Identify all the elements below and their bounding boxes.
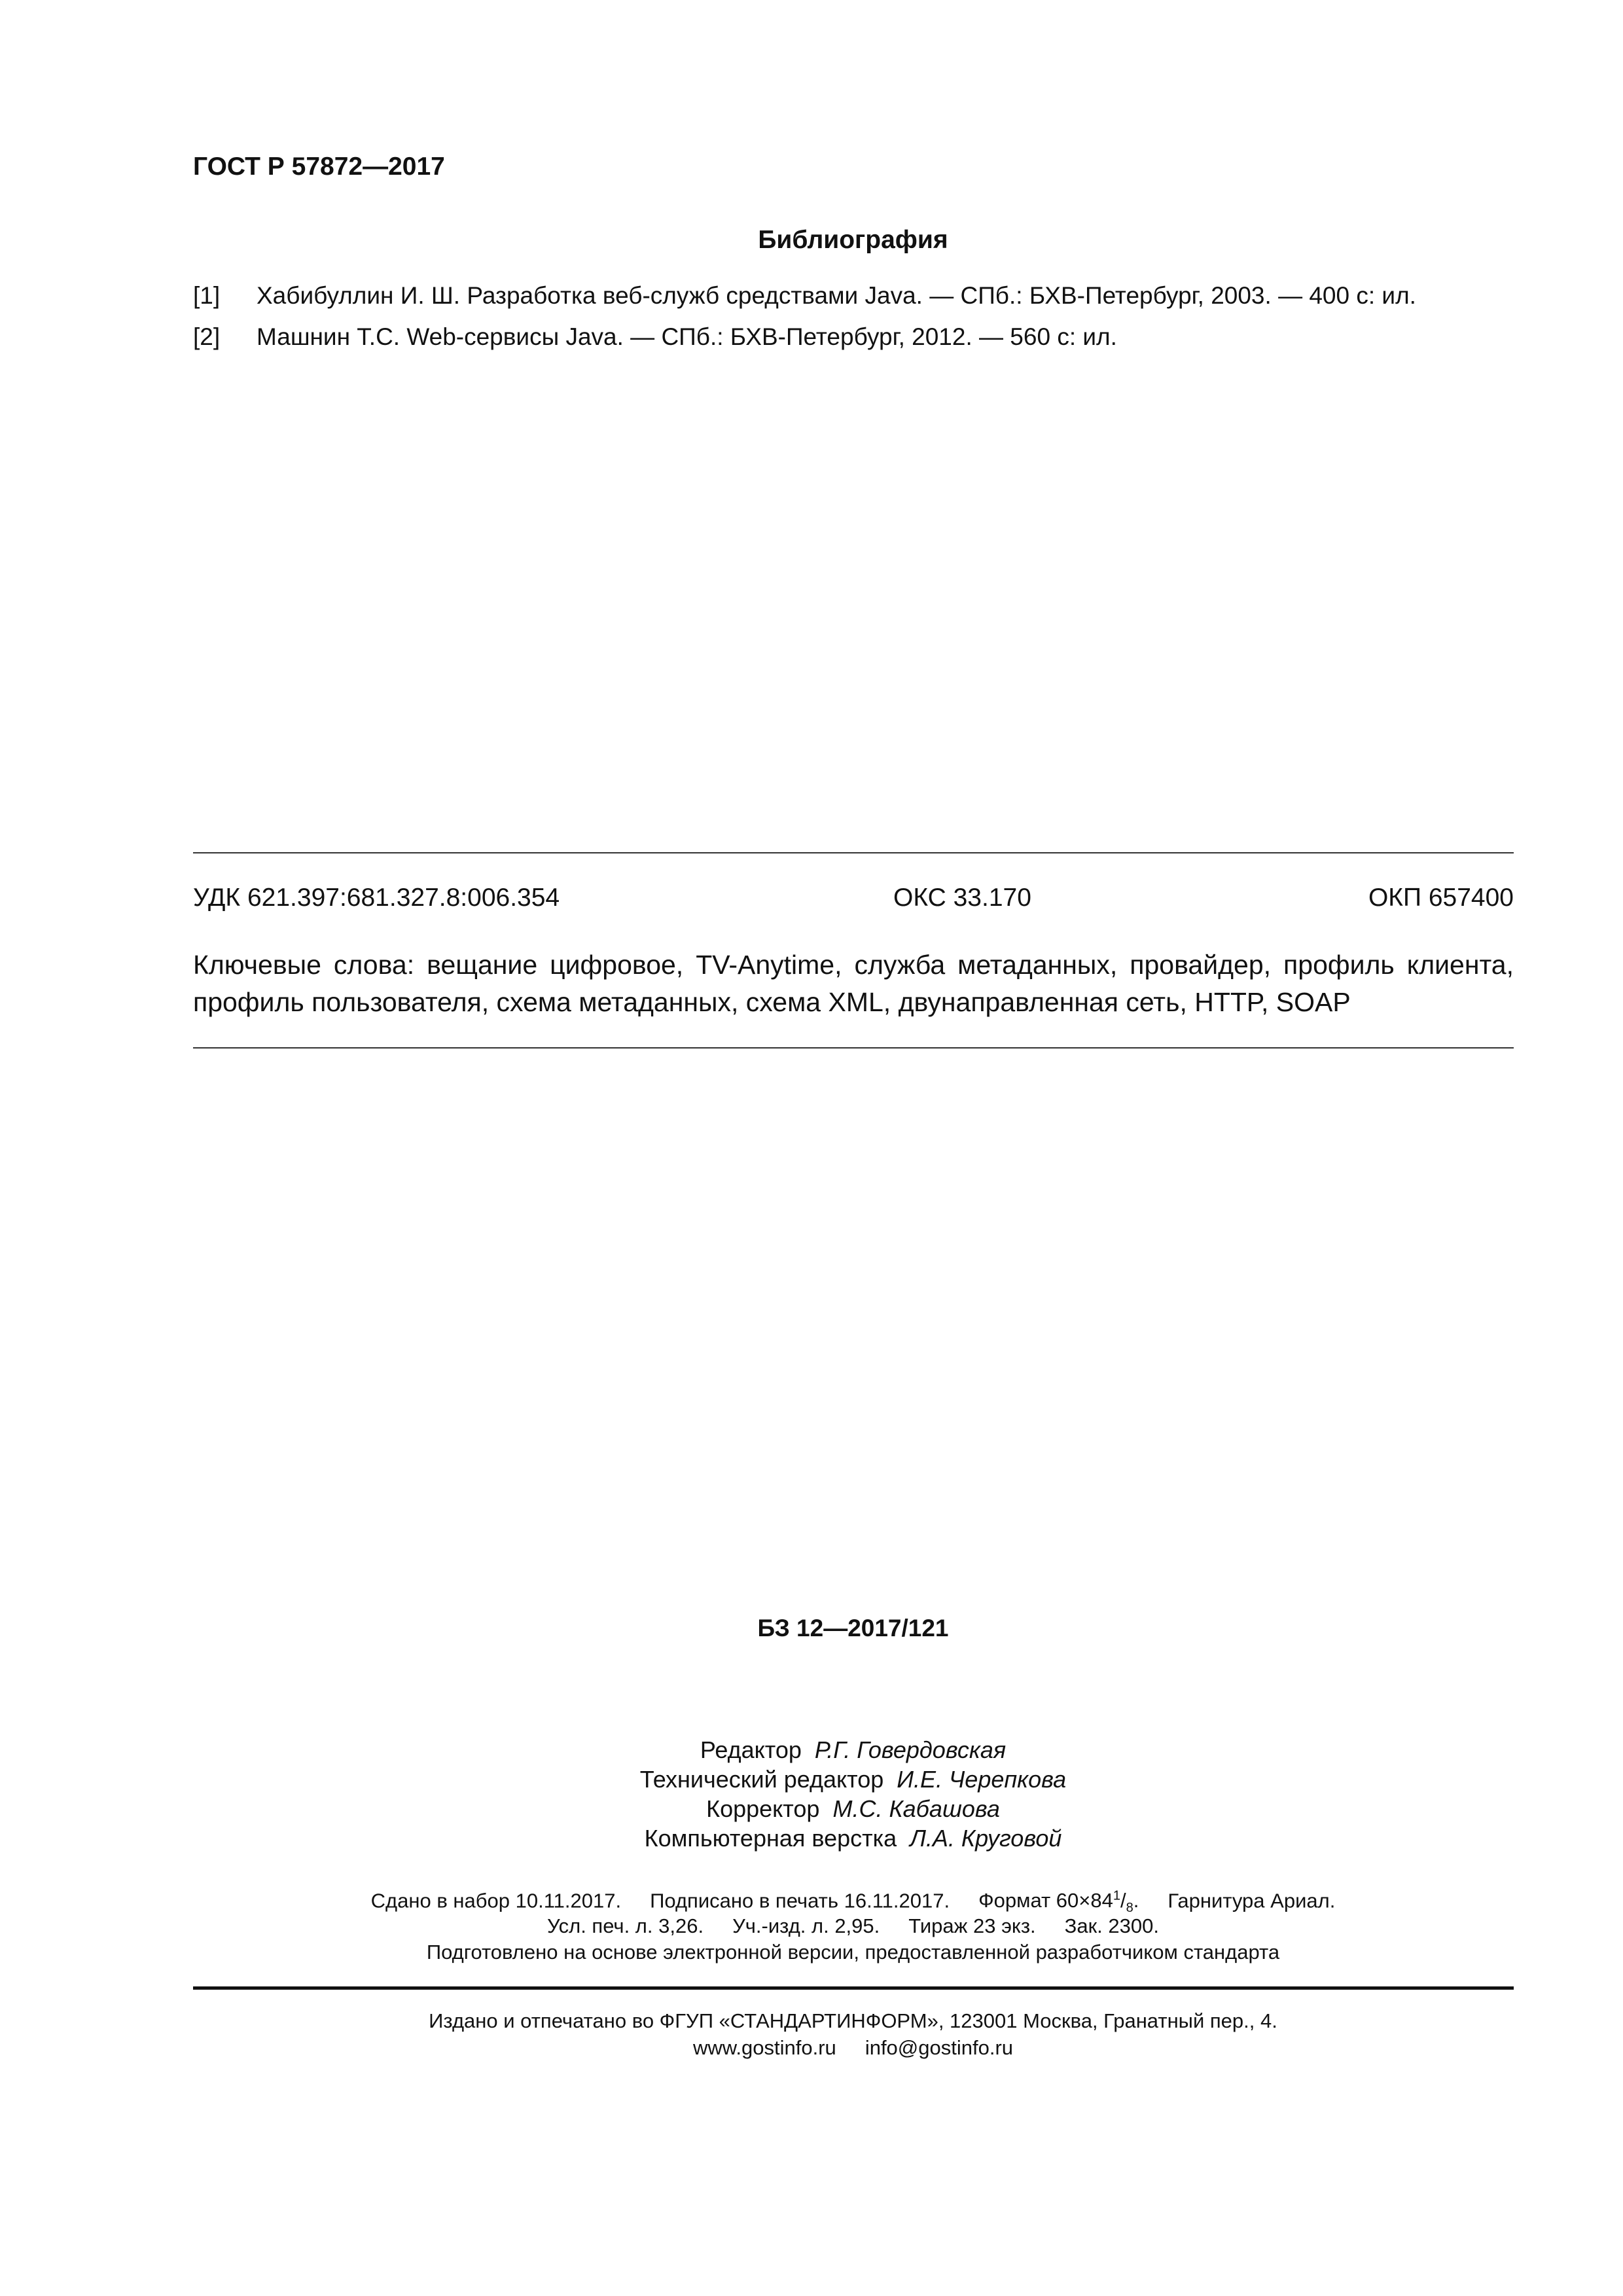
staff-name: Л.А. Круговой	[910, 1825, 1062, 1852]
bibliography-item-number: [2]	[193, 323, 221, 350]
staff-role: Технический редактор	[639, 1766, 884, 1793]
okp-code: ОКП 657400	[1368, 884, 1514, 912]
bibliography-item	[193, 282, 1416, 310]
imprint-divider	[193, 1986, 1514, 1990]
imprint-line-1	[0, 1889, 1623, 1916]
staff-role: Корректор	[706, 1795, 820, 1822]
staff-name: М.С. Кабашова	[832, 1795, 1000, 1822]
staff-line	[0, 1825, 1623, 1852]
staff-line	[0, 1736, 1623, 1764]
bibliography-item	[193, 323, 1117, 351]
publisher-sheets: Уч.-изд. л. 2,95.	[732, 1914, 880, 1937]
staff-name: И.Е. Черепкова	[897, 1766, 1067, 1793]
staff-line	[0, 1766, 1623, 1793]
keywords: Ключевые слова: вещание цифровое, TV-Anytime, служба метаданных, провайдер, профиль клиента, профиль пользователя, схема метаданных, схема XML, двунаправленная сеть, HTTP, SOAP	[193, 950, 1514, 1017]
oks-code: ОКС 33.170	[893, 884, 1031, 912]
classification-codes	[193, 884, 1514, 912]
imprint-line-2	[0, 1914, 1623, 1938]
staff-name: Р.Г. Говердовская	[814, 1736, 1007, 1763]
publisher-contacts	[0, 2036, 1623, 2060]
imprint-prepared: Подготовлено на основе электронной версии, предоставленной разработчиком стандарта	[426, 1941, 1280, 1964]
print-sheets: Усл. печ. л. 3,26.	[546, 1914, 704, 1937]
format: Формат $60\times 84^1/_8$.	[978, 1889, 1139, 1916]
staff-line	[0, 1795, 1623, 1823]
submitted-date: Сдано в набор 10.11.2017.	[370, 1889, 622, 1912]
divider-top	[193, 852, 1514, 853]
staff-role: Компьютерная верстка	[644, 1825, 897, 1852]
udk-code: УДК 621.397:681.327.8:006.354	[193, 884, 560, 912]
bibliography-item-text: Хабибуллин И. Ш. Разработка веб-служб средствами Java. — СПб.: БХВ-Петербург, 2003. — 400 с: ил.	[257, 282, 1416, 309]
signed-date: Подписано в печать 16.11.2017.	[650, 1889, 950, 1912]
order-number: Зак. 2300.	[1064, 1914, 1159, 1937]
divider-bottom	[193, 1047, 1514, 1049]
bibliography-item-number: [1]	[193, 282, 221, 309]
staff-role: Редактор	[700, 1736, 802, 1763]
document-header: ГОСТ Р 57872—2017	[193, 152, 445, 181]
bibliography-item-text: Машнин Т.С. Web-сервисы Java. — СПб.: БХВ-Петербург, 2012. — 560 с: ил.	[257, 323, 1117, 350]
typeface: Гарнитура Ариал.	[1168, 1889, 1336, 1912]
website-link[interactable]: www.gostinfo.ru	[692, 2036, 836, 2059]
email-link[interactable]: info@gostinfo.ru	[865, 2036, 1014, 2059]
print-run: Тираж 23 экз.	[908, 1914, 1036, 1937]
publisher-line: Издано и отпечатано во ФГУП «СТАНДАРТИНФОРМ», 123001 Москва, Гранатный пер., 4.	[429, 2009, 1277, 2032]
bz-number: БЗ 12—2017/121	[757, 1615, 949, 1641]
bibliography-title: Библиография	[758, 226, 948, 254]
